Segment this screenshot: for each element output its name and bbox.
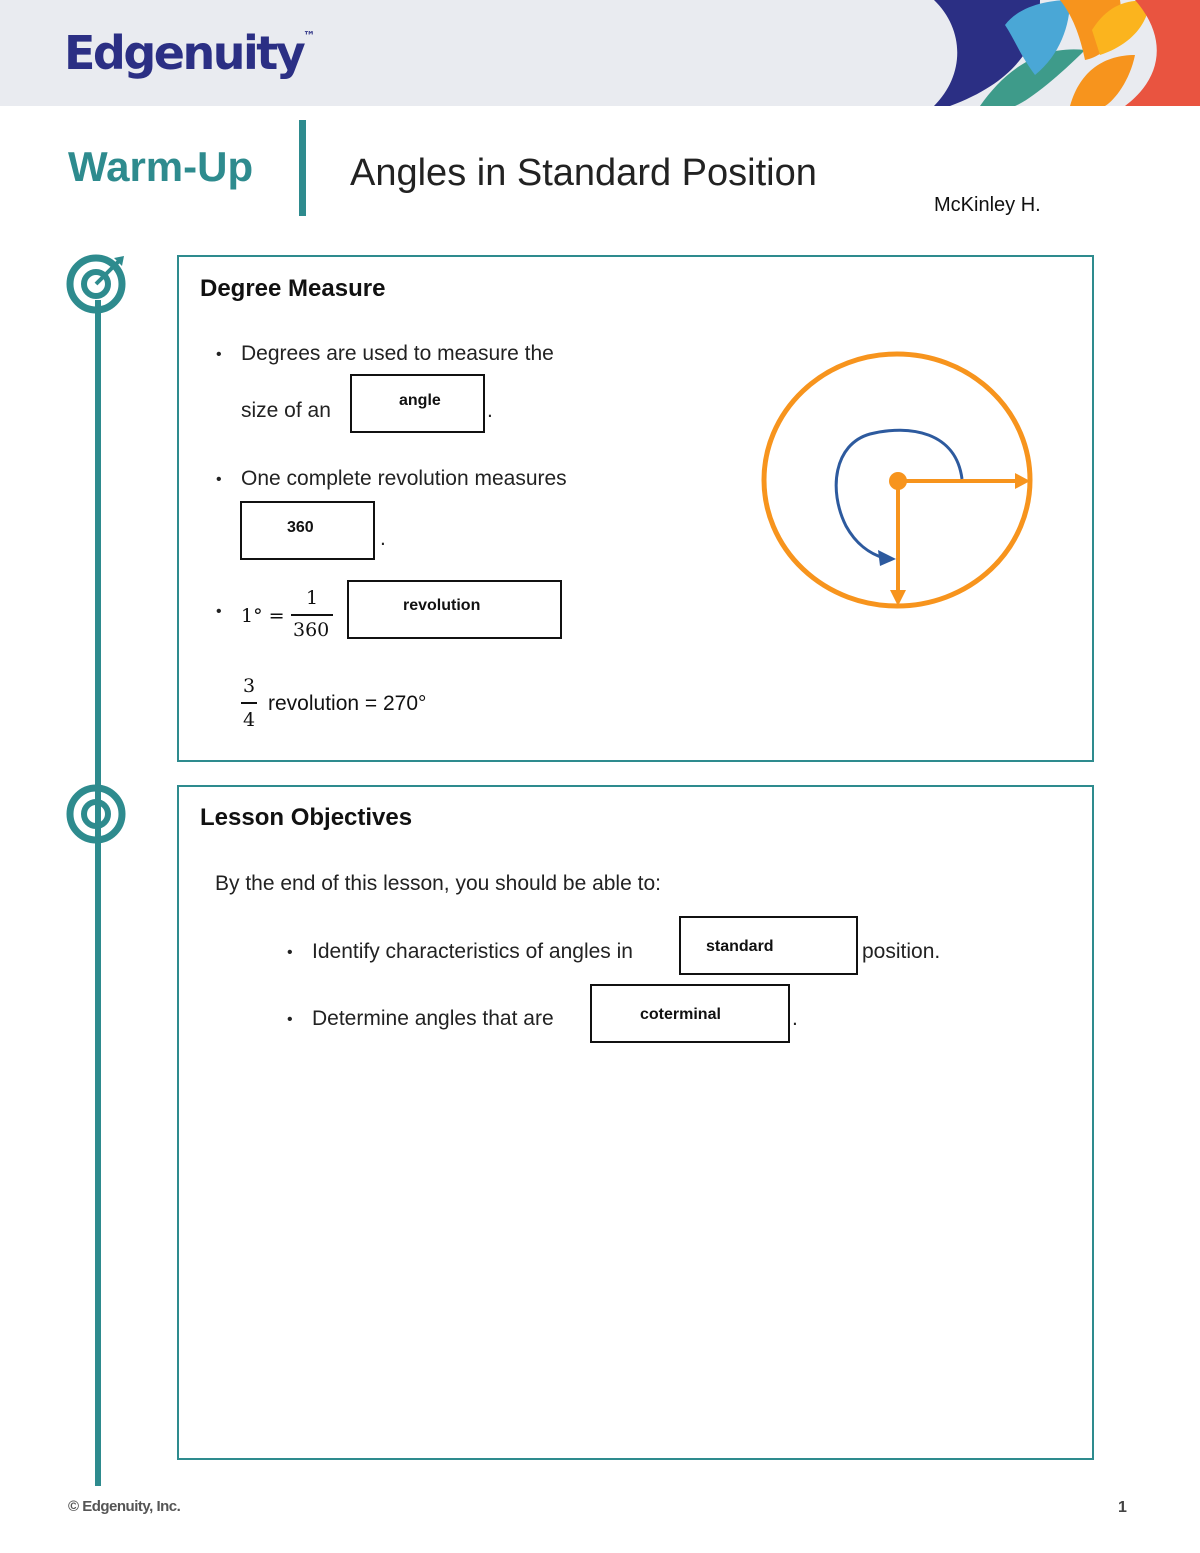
fraction-bar <box>291 614 333 616</box>
objective2-after: . <box>792 1007 798 1030</box>
revolution-diagram <box>750 340 1050 620</box>
bullet2-line1: One complete revolution measures <box>241 467 567 490</box>
answer-angle: angle <box>399 392 441 409</box>
degree-measure-title: Degree Measure <box>200 275 386 302</box>
one-degree-lhs: 1° = <box>241 605 285 627</box>
bullet: • <box>216 471 222 488</box>
title-divider <box>299 120 306 216</box>
period: . <box>487 399 493 422</box>
lesson-objectives-title: Lesson Objectives <box>200 804 413 831</box>
fraction-denominator: 360 <box>293 619 330 641</box>
example-denominator: 4 <box>243 709 256 731</box>
answer-standard: standard <box>706 938 774 955</box>
copyright: © Edgenuity, Inc. <box>68 1498 181 1515</box>
answer-360: 360 <box>287 519 314 536</box>
objectives-icon <box>64 782 128 846</box>
edgenuity-logo: Edgenuity™ <box>64 26 316 80</box>
example-equation: revolution = 270° <box>268 692 427 715</box>
decorative-corner-art <box>920 0 1200 106</box>
bullet1-line1: Degrees are used to measure the <box>241 342 554 365</box>
example-numerator: 3 <box>243 675 256 697</box>
bullet: • <box>216 603 222 620</box>
target-icon <box>64 252 128 316</box>
answer-coterminal: coterminal <box>640 1006 721 1023</box>
objectives-intro: By the end of this lesson, you should be able to: <box>215 872 661 895</box>
fraction-bar <box>241 702 257 704</box>
objective1-after: position. <box>862 940 941 963</box>
lesson-title: Angles in Standard Position <box>350 152 817 194</box>
page-number: 1 <box>1118 1499 1127 1516</box>
bullet1-line2: size of an <box>241 399 331 422</box>
student-name: McKinley H. <box>934 194 1041 216</box>
period: . <box>380 527 386 550</box>
bullet: • <box>216 346 222 363</box>
bullet: • <box>287 944 293 961</box>
fraction-numerator: 1 <box>306 587 319 609</box>
objective1-text: Identify characteristics of angles in <box>312 940 633 963</box>
answer-revolution: revolution <box>403 597 481 614</box>
section-label: Warm-Up <box>68 143 254 190</box>
objective2-text: Determine angles that are <box>312 1007 554 1030</box>
bullet: • <box>287 1011 293 1028</box>
timeline-bar <box>95 300 101 1486</box>
